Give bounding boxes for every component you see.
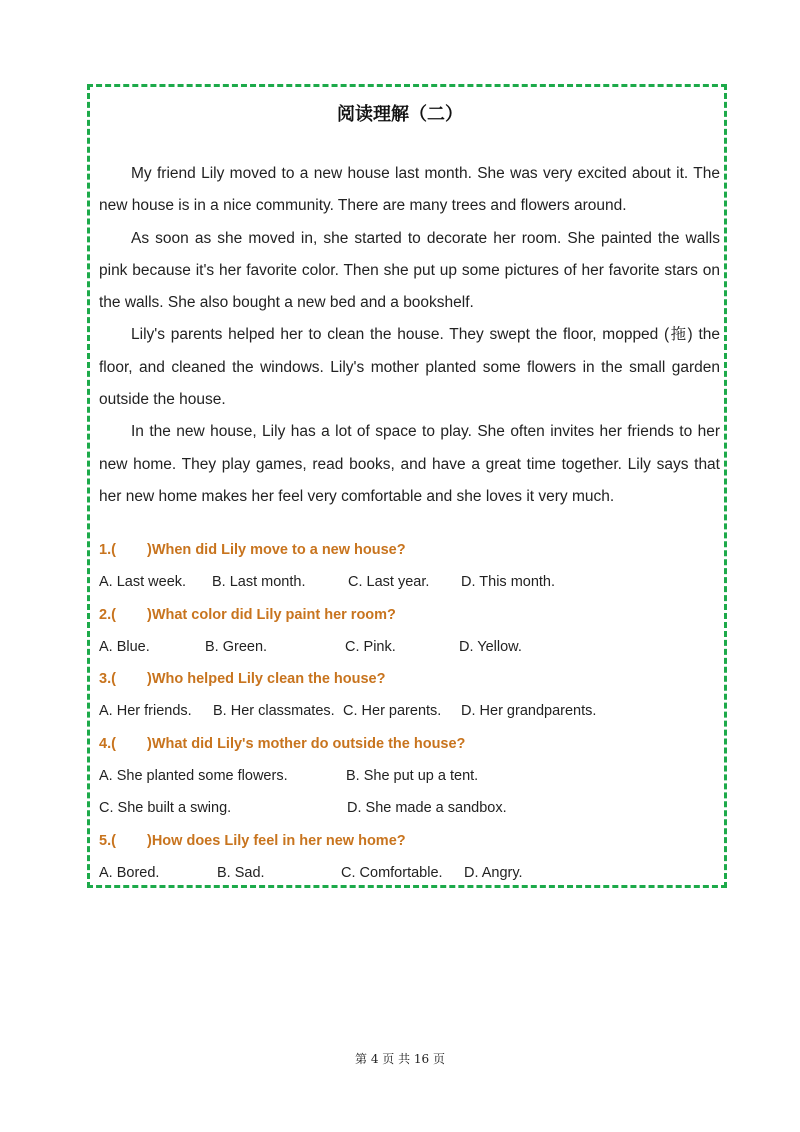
question-number: 5.( (99, 832, 116, 849)
option-c: C. Comfortable. (341, 864, 443, 881)
page-title: 阅读理解（二） (337, 104, 463, 125)
passage-paragraph: In the new house, Lily has a lot of space to play. She often invites her friends to her new home. They play games, read books, and have a great time together. Lily says that her new home makes her feel very comfortable and she loves it very much. (99, 423, 720, 505)
option-c: C. Her parents. (343, 703, 442, 720)
passage-paragraph: As soon as she moved in, she started to decorate her room. She painted the walls pink because it's her favorite color. Then she put up some pictures of her favorite stars on the walls. She also bought a new bed and a bookshelf. (99, 229, 720, 312)
question-4 (99, 728, 720, 760)
question-text: )What did Lily's mother do outside the house? (147, 735, 466, 752)
option-b: B. Sad. (217, 864, 265, 881)
option-c: C. She built a swing. (99, 800, 232, 817)
question-text: )How does Lily feel in her new home? (147, 832, 406, 849)
question-list (99, 534, 720, 889)
question-4-options-row-1 (99, 760, 720, 792)
option-d: D. She made a sandbox. (347, 800, 507, 817)
question-1-options (99, 566, 720, 598)
option-d: D. Her grandparents. (461, 703, 597, 720)
option-d: D. Angry. (464, 864, 523, 881)
question-number: 2.( (99, 606, 116, 623)
option-b: B. Last month. (212, 574, 306, 591)
option-c: C. Last year. (348, 574, 430, 591)
option-a: A. Bored. (99, 864, 160, 881)
question-2-options (99, 631, 720, 663)
question-2 (99, 599, 720, 631)
passage-paragraph: My friend Lily moved to a new house last month. She was very excited about it. The new house is in a nice community. There are many trees and flowers around. (99, 165, 720, 215)
option-d: D. This month. (461, 574, 556, 591)
option-a: A. She planted some flowers. (99, 768, 288, 785)
question-text: )When did Lily move to a new house? (147, 542, 406, 558)
question-number: 3.( (99, 671, 116, 688)
page-number-footer: 第 4 页 共 16 页 (355, 1052, 445, 1066)
option-c: C. Pink. (345, 638, 396, 655)
question-1 (99, 534, 720, 566)
question-text: )What color did Lily paint her room? (147, 606, 396, 623)
question-text: )Who helped Lily clean the house? (147, 671, 386, 688)
question-3-options (99, 695, 720, 727)
question-5-options (99, 857, 720, 889)
option-b: B. Green. (205, 638, 268, 655)
reading-passage (99, 158, 720, 513)
passage-paragraph: Lily's parents helped her to clean the house. They swept the floor, mopped (拖) the floor, and cleaned the windows. Lily's mother planted some flowers in the small garden outside the house. (99, 326, 720, 409)
question-number: 1.( (99, 542, 116, 558)
option-b: B. Her classmates. (213, 703, 335, 720)
option-b: B. She put up a tent. (346, 768, 479, 785)
question-4-options-row-2 (99, 792, 720, 824)
option-d: D. Yellow. (459, 638, 522, 655)
question-5 (99, 825, 720, 857)
question-3 (99, 663, 720, 695)
option-a: A. Her friends. (99, 703, 192, 720)
option-a: A. Last week. (99, 574, 187, 591)
question-number: 4.( (99, 735, 116, 752)
option-a: A. Blue. (99, 638, 150, 655)
